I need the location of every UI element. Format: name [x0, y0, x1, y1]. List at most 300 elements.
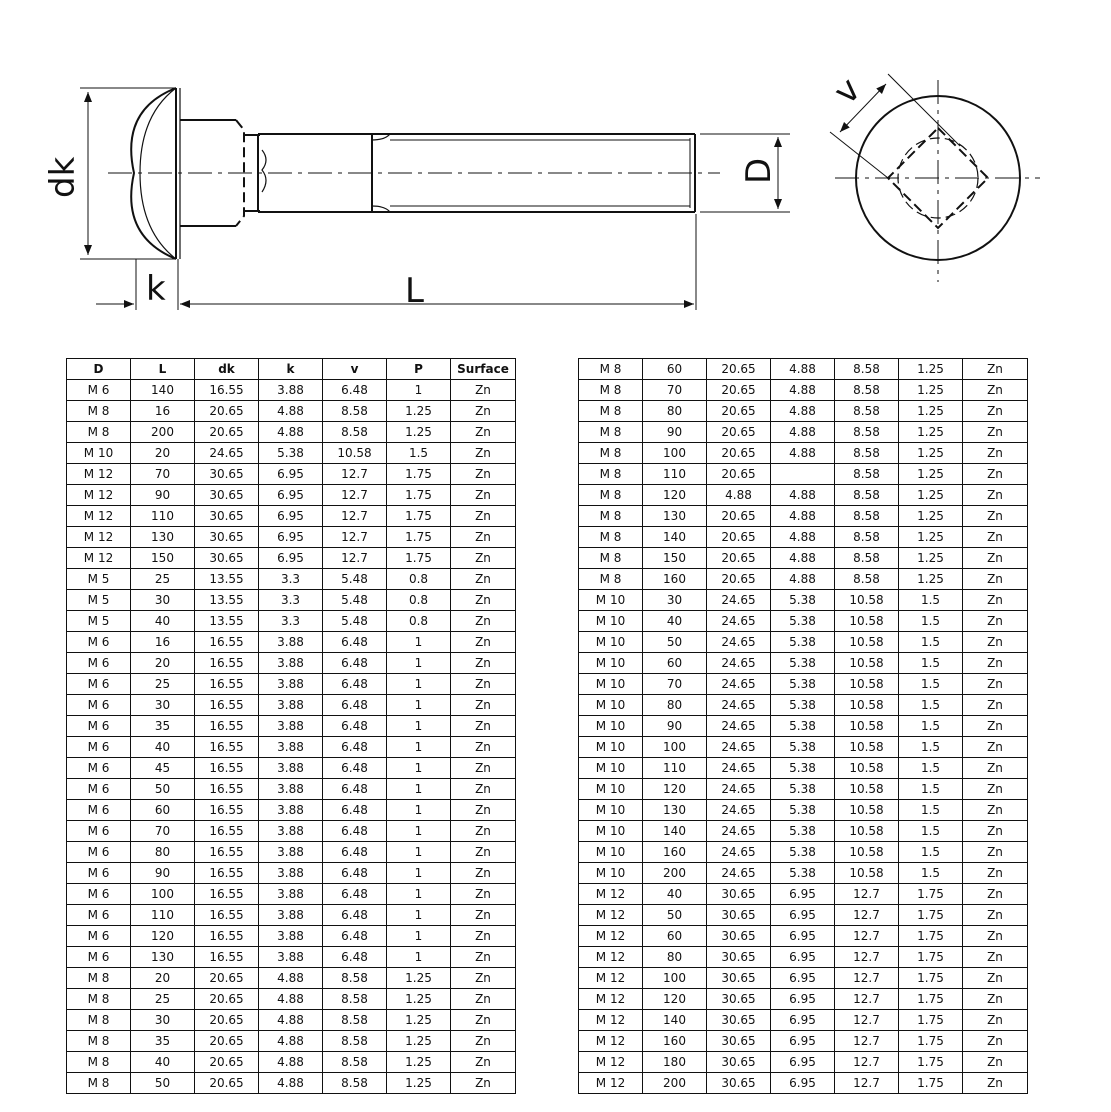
cell-l: 150	[643, 548, 707, 569]
cell-l: 25	[131, 674, 195, 695]
cell-surface: Zn	[963, 821, 1028, 842]
cell-dk: 30.65	[707, 1073, 771, 1094]
cell-v: 12.7	[835, 968, 899, 989]
cell-l: 160	[643, 569, 707, 590]
table-row	[67, 464, 516, 485]
cell-v: 12.7	[835, 905, 899, 926]
cell-surface: Zn	[963, 779, 1028, 800]
cell-k: 4.88	[771, 485, 835, 506]
cell-v: 10.58	[835, 737, 899, 758]
cell-d: M 6	[67, 632, 131, 653]
cell-dk: 16.55	[195, 674, 259, 695]
cell-k: 4.88	[259, 1073, 323, 1094]
cell-k: 3.88	[259, 737, 323, 758]
cell-dk: 20.65	[195, 989, 259, 1010]
cell-d: M 12	[579, 1031, 643, 1052]
cell-l: 110	[131, 506, 195, 527]
cell-p: 1.75	[387, 506, 451, 527]
cell-surface: Zn	[963, 443, 1028, 464]
cell-l: 110	[643, 758, 707, 779]
cell-v: 8.58	[835, 401, 899, 422]
cell-p: 1.75	[387, 464, 451, 485]
table-row	[579, 506, 1028, 527]
cell-surface: Zn	[451, 842, 516, 863]
cell-surface: Zn	[451, 464, 516, 485]
cell-surface: Zn	[451, 485, 516, 506]
cell-d: M 8	[579, 422, 643, 443]
cell-dk: 20.65	[707, 527, 771, 548]
cell-d: M 8	[67, 968, 131, 989]
cell-d: M 8	[67, 401, 131, 422]
cell-l: 40	[643, 611, 707, 632]
table-row	[67, 590, 516, 611]
cell-l: 140	[643, 527, 707, 548]
cell-d: M 8	[67, 1031, 131, 1052]
cell-l: 50	[643, 905, 707, 926]
cell-p: 1.75	[387, 527, 451, 548]
cell-d: M 8	[67, 1052, 131, 1073]
cell-surface: Zn	[963, 968, 1028, 989]
cell-surface: Zn	[451, 632, 516, 653]
cell-v: 10.58	[835, 842, 899, 863]
cell-dk: 13.55	[195, 590, 259, 611]
cell-d: M 8	[579, 548, 643, 569]
cell-k: 5.38	[771, 821, 835, 842]
cell-l: 80	[643, 695, 707, 716]
cell-v: 8.58	[323, 401, 387, 422]
cell-surface: Zn	[963, 548, 1028, 569]
cell-p: 1.25	[899, 422, 963, 443]
table-row	[579, 821, 1028, 842]
cell-p: 1.25	[387, 422, 451, 443]
cell-v: 8.58	[835, 359, 899, 380]
cell-v: 8.58	[323, 989, 387, 1010]
cell-surface: Zn	[451, 758, 516, 779]
cell-v: 10.58	[835, 632, 899, 653]
cell-surface: Zn	[963, 842, 1028, 863]
cell-v: 6.48	[323, 926, 387, 947]
cell-v: 12.7	[323, 485, 387, 506]
cell-k: 3.88	[259, 716, 323, 737]
cell-dk: 30.65	[707, 947, 771, 968]
cell-l: 60	[643, 653, 707, 674]
cell-p: 1.5	[899, 863, 963, 884]
cell-dk: 20.65	[707, 548, 771, 569]
table-row	[579, 443, 1028, 464]
cell-surface: Zn	[451, 968, 516, 989]
cell-l: 200	[131, 422, 195, 443]
cell-d: M 8	[579, 464, 643, 485]
table-row	[67, 548, 516, 569]
cell-v: 8.58	[835, 485, 899, 506]
cell-k: 5.38	[771, 611, 835, 632]
cell-l: 160	[643, 1031, 707, 1052]
cell-d: M 6	[67, 737, 131, 758]
cell-dk: 30.65	[707, 1010, 771, 1031]
cell-p: 1.25	[899, 443, 963, 464]
cell-surface: Zn	[451, 548, 516, 569]
cell-surface: Zn	[963, 1031, 1028, 1052]
cell-dk: 16.55	[195, 884, 259, 905]
cell-v: 8.58	[835, 527, 899, 548]
cell-d: M 12	[67, 548, 131, 569]
cell-p: 0.8	[387, 611, 451, 632]
table-row	[67, 380, 516, 401]
cell-v: 6.48	[323, 380, 387, 401]
cell-d: M 8	[579, 506, 643, 527]
cell-surface: Zn	[963, 653, 1028, 674]
header-dk: dk	[195, 359, 259, 380]
cell-p: 1	[387, 821, 451, 842]
table-row	[579, 884, 1028, 905]
cell-surface: Zn	[963, 947, 1028, 968]
cell-k: 3.88	[259, 380, 323, 401]
cell-d: M 12	[67, 527, 131, 548]
cell-v: 6.48	[323, 884, 387, 905]
cell-d: M 8	[579, 443, 643, 464]
cell-p: 1.75	[899, 905, 963, 926]
cell-d: M 10	[579, 611, 643, 632]
table-row	[67, 821, 516, 842]
cell-p: 1.25	[899, 569, 963, 590]
cell-v: 8.58	[835, 548, 899, 569]
cell-v: 8.58	[323, 1031, 387, 1052]
cell-p: 1.5	[899, 800, 963, 821]
table-row	[579, 1052, 1028, 1073]
cell-surface: Zn	[963, 863, 1028, 884]
cell-l: 140	[131, 380, 195, 401]
cell-dk: 16.55	[195, 695, 259, 716]
cell-p: 1.25	[899, 548, 963, 569]
header-d: D	[67, 359, 131, 380]
table-row	[67, 884, 516, 905]
cell-dk: 30.65	[195, 485, 259, 506]
cell-l: 100	[643, 737, 707, 758]
cell-v: 10.58	[835, 611, 899, 632]
cell-l: 30	[643, 590, 707, 611]
cell-d: M 8	[579, 569, 643, 590]
cell-dk: 16.55	[195, 632, 259, 653]
cell-surface: Zn	[963, 1010, 1028, 1031]
cell-p: 1.75	[899, 884, 963, 905]
cell-k: 5.38	[771, 758, 835, 779]
cell-v: 8.58	[323, 1073, 387, 1094]
cell-l: 120	[643, 779, 707, 800]
cell-dk: 16.55	[195, 758, 259, 779]
cell-l: 120	[643, 989, 707, 1010]
spec-table-left	[66, 358, 516, 1094]
table-row	[67, 527, 516, 548]
cell-p: 1.25	[387, 968, 451, 989]
cell-p: 1.25	[387, 1031, 451, 1052]
cell-l: 25	[131, 569, 195, 590]
cell-surface: Zn	[451, 884, 516, 905]
cell-k: 5.38	[771, 779, 835, 800]
cell-k: 3.88	[259, 779, 323, 800]
spec-table-right	[578, 358, 1028, 1094]
cell-l: 45	[131, 758, 195, 779]
cell-k: 4.88	[771, 443, 835, 464]
cell-d: M 12	[579, 968, 643, 989]
cell-v: 10.58	[835, 758, 899, 779]
cell-surface: Zn	[451, 1031, 516, 1052]
cell-surface: Zn	[451, 989, 516, 1010]
cell-d: M 12	[579, 989, 643, 1010]
cell-v: 12.7	[835, 989, 899, 1010]
cell-v: 6.48	[323, 800, 387, 821]
cell-surface: Zn	[963, 380, 1028, 401]
cell-v: 10.58	[835, 590, 899, 611]
cell-k: 6.95	[259, 506, 323, 527]
cell-d: M 12	[67, 464, 131, 485]
table-row	[67, 506, 516, 527]
dimension-lines	[80, 88, 790, 310]
cell-surface: Zn	[451, 611, 516, 632]
table-row	[579, 611, 1028, 632]
cell-v: 6.48	[323, 674, 387, 695]
cell-l: 120	[131, 926, 195, 947]
cell-surface: Zn	[963, 800, 1028, 821]
cell-k: 4.88	[259, 401, 323, 422]
cell-d: M 12	[579, 884, 643, 905]
cell-surface: Zn	[451, 716, 516, 737]
cell-d: M 6	[67, 821, 131, 842]
cell-dk: 24.65	[707, 632, 771, 653]
cell-k: 3.88	[259, 821, 323, 842]
cell-d: M 10	[579, 779, 643, 800]
header-surface: Surface	[451, 359, 516, 380]
cell-dk: 30.65	[707, 968, 771, 989]
cell-k: 6.95	[259, 527, 323, 548]
table-row	[579, 1031, 1028, 1052]
cell-d: M 10	[579, 674, 643, 695]
table-row	[67, 947, 516, 968]
cell-surface: Zn	[451, 422, 516, 443]
cell-p: 1.75	[899, 926, 963, 947]
cell-p: 1	[387, 737, 451, 758]
cell-d: M 10	[579, 632, 643, 653]
cell-d: M 10	[579, 737, 643, 758]
cell-k: 4.88	[771, 422, 835, 443]
cell-v: 10.58	[835, 863, 899, 884]
cell-v: 5.48	[323, 590, 387, 611]
cell-l: 80	[131, 842, 195, 863]
cell-surface: Zn	[963, 422, 1028, 443]
table-row	[67, 653, 516, 674]
cell-p: 1	[387, 884, 451, 905]
cell-surface: Zn	[963, 590, 1028, 611]
cell-surface: Zn	[451, 926, 516, 947]
cell-p: 1.5	[899, 632, 963, 653]
cell-l: 180	[643, 1052, 707, 1073]
cell-v: 5.48	[323, 611, 387, 632]
cell-k: 3.88	[259, 884, 323, 905]
cell-l: 70	[643, 380, 707, 401]
cell-v: 10.58	[835, 716, 899, 737]
cell-d: M 12	[67, 485, 131, 506]
cell-p: 1.75	[899, 968, 963, 989]
cell-p: 1	[387, 926, 451, 947]
cell-surface: Zn	[963, 359, 1028, 380]
cell-dk: 16.55	[195, 716, 259, 737]
cell-l: 25	[131, 989, 195, 1010]
table-row	[67, 632, 516, 653]
cell-v: 10.58	[835, 653, 899, 674]
cell-p: 1	[387, 674, 451, 695]
cell-l: 140	[643, 821, 707, 842]
cell-d: M 8	[67, 989, 131, 1010]
cell-l: 80	[643, 947, 707, 968]
cell-dk: 24.65	[707, 590, 771, 611]
cell-p: 1.25	[387, 1052, 451, 1073]
table-row	[579, 695, 1028, 716]
cell-dk: 20.65	[707, 569, 771, 590]
cell-d: M 8	[579, 380, 643, 401]
cell-p: 1.75	[899, 1031, 963, 1052]
cell-p: 1	[387, 800, 451, 821]
cell-surface: Zn	[963, 464, 1028, 485]
table-row	[579, 548, 1028, 569]
cell-dk: 30.65	[195, 527, 259, 548]
cell-dk: 30.65	[707, 884, 771, 905]
table-row	[67, 800, 516, 821]
table-row	[579, 653, 1028, 674]
cell-p: 1.25	[899, 359, 963, 380]
cell-k: 5.38	[771, 842, 835, 863]
cell-p: 1.5	[899, 821, 963, 842]
cell-d: M 10	[579, 695, 643, 716]
cell-p: 1	[387, 779, 451, 800]
cell-v: 12.7	[835, 1010, 899, 1031]
cell-v: 12.7	[835, 1073, 899, 1094]
cell-p: 1.25	[899, 527, 963, 548]
cell-surface: Zn	[963, 926, 1028, 947]
cell-dk: 24.65	[707, 863, 771, 884]
cell-d: M 10	[579, 590, 643, 611]
cell-k: 3.88	[259, 947, 323, 968]
table-row	[579, 842, 1028, 863]
cell-k: 3.88	[259, 800, 323, 821]
cell-d: M 10	[579, 800, 643, 821]
cell-v: 6.48	[323, 695, 387, 716]
cell-l: 100	[131, 884, 195, 905]
table-row	[579, 464, 1028, 485]
cell-v: 10.58	[835, 779, 899, 800]
cell-d: M 10	[579, 758, 643, 779]
cell-dk: 20.65	[195, 1073, 259, 1094]
cell-p: 1.5	[899, 842, 963, 863]
cell-dk: 16.55	[195, 863, 259, 884]
cell-dk: 20.65	[707, 422, 771, 443]
table-row	[579, 863, 1028, 884]
cell-dk: 30.65	[707, 1052, 771, 1073]
cell-surface: Zn	[451, 569, 516, 590]
cell-v: 6.48	[323, 716, 387, 737]
cell-p: 1	[387, 632, 451, 653]
cell-l: 140	[643, 1010, 707, 1031]
cell-p: 1.25	[899, 464, 963, 485]
cell-surface: Zn	[963, 989, 1028, 1010]
cell-p: 1	[387, 842, 451, 863]
table-row	[579, 380, 1028, 401]
cell-k: 3.3	[259, 590, 323, 611]
table-row	[67, 758, 516, 779]
table-row	[67, 737, 516, 758]
cell-l: 70	[643, 674, 707, 695]
cell-l: 150	[131, 548, 195, 569]
cell-surface: Zn	[451, 947, 516, 968]
table-row	[67, 1031, 516, 1052]
cell-l: 130	[131, 947, 195, 968]
cell-l: 110	[643, 464, 707, 485]
table-row	[67, 1052, 516, 1073]
cell-p: 1.5	[387, 443, 451, 464]
table-row	[579, 485, 1028, 506]
cell-d: M 8	[579, 485, 643, 506]
cell-dk: 16.55	[195, 653, 259, 674]
cell-v: 12.7	[323, 506, 387, 527]
cell-p: 1.25	[899, 401, 963, 422]
table-row	[67, 485, 516, 506]
cell-k: 6.95	[771, 1031, 835, 1052]
cell-k: 5.38	[771, 653, 835, 674]
table-row	[579, 989, 1028, 1010]
cell-l: 60	[643, 359, 707, 380]
cell-v: 12.7	[323, 527, 387, 548]
cell-k: 4.88	[259, 1052, 323, 1073]
cell-surface: Zn	[963, 506, 1028, 527]
cell-d: M 10	[579, 821, 643, 842]
cell-surface: Zn	[963, 1073, 1028, 1094]
cell-d: M 6	[67, 842, 131, 863]
cell-dk: 20.65	[195, 401, 259, 422]
cell-v: 10.58	[323, 443, 387, 464]
header-v: v	[323, 359, 387, 380]
cell-k: 3.88	[259, 758, 323, 779]
cell-d: M 6	[67, 653, 131, 674]
cell-dk: 24.65	[707, 674, 771, 695]
cell-d: M 10	[67, 443, 131, 464]
cell-dk: 20.65	[707, 464, 771, 485]
cell-v: 6.48	[323, 842, 387, 863]
cell-p: 1.25	[387, 1010, 451, 1031]
cell-p: 1.25	[387, 401, 451, 422]
cell-surface: Zn	[451, 590, 516, 611]
cell-k: 3.88	[259, 842, 323, 863]
cell-surface: Zn	[451, 779, 516, 800]
cell-d: M 8	[579, 401, 643, 422]
cell-p: 1.5	[899, 611, 963, 632]
cell-l: 20	[131, 653, 195, 674]
table-row	[67, 401, 516, 422]
cell-d: M 8	[579, 359, 643, 380]
dim-label-D: D	[739, 157, 779, 184]
cell-dk: 20.65	[707, 443, 771, 464]
cell-d: M 6	[67, 947, 131, 968]
cell-surface: Zn	[963, 695, 1028, 716]
cell-dk: 24.65	[707, 653, 771, 674]
cell-k: 6.95	[259, 548, 323, 569]
cell-k: 4.88	[771, 527, 835, 548]
table-row	[579, 737, 1028, 758]
cell-d: M 12	[579, 905, 643, 926]
cell-p: 0.8	[387, 569, 451, 590]
table-row	[67, 611, 516, 632]
cell-surface: Zn	[963, 884, 1028, 905]
cell-d: M 10	[579, 842, 643, 863]
cell-k: 6.95	[771, 1073, 835, 1094]
cell-l: 16	[131, 632, 195, 653]
